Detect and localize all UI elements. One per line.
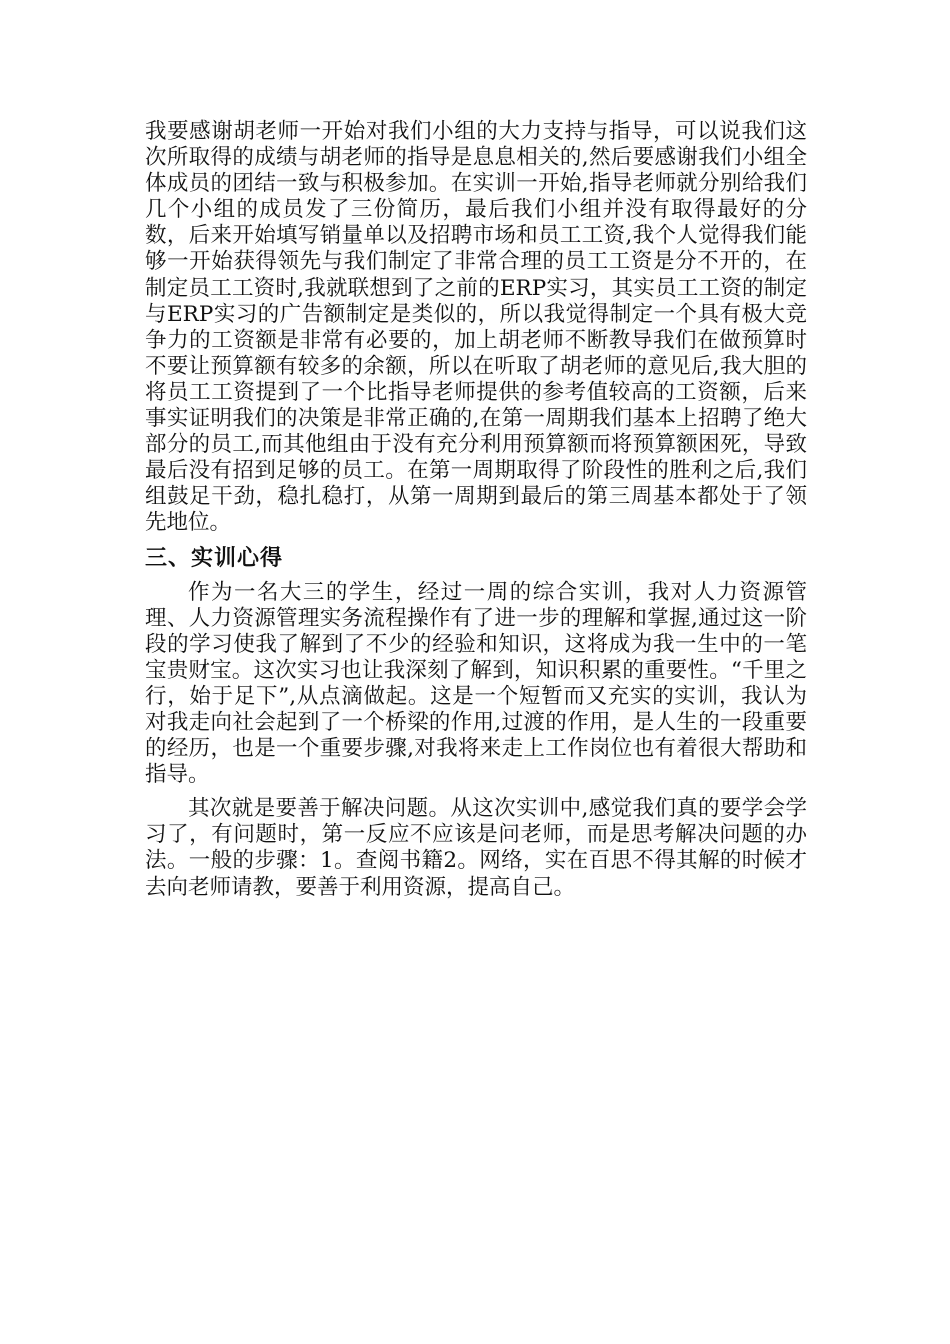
document-body [145, 119, 807, 901]
body-paragraph: 其次就是要善于解决问题。从这次实训中,感觉我们真的要学会学习了，有问题时，第一反应不应该是问老师，而是思考解决问题的办法。一般的步骤：1。查阅书籍2。网络，实在百思不得其解的时候才去向老师请教，要善于利用资源，提高自己。 [145, 796, 807, 900]
section-heading: 三、实训心得 [145, 545, 284, 571]
body-paragraph: 作为一名大三的学生，经过一周的综合实训，我对人力资源管理、人力资源管理实务流程操作有了进一步的理解和掌握,通过这一阶段的学习使我了解到了不少的经验和知识，这将成为我一生中的一笔宝贵财宝。这次实习也让我深刻了解到，知识积累的重要性。“千里之行，始于足下”,从点滴做起。这是一个短暂而又充实的实训，我认为对我走向社会起到了一个桥梁的作用,过渡的作用，是人生的一段重要的经历，也是一个重要步骤,对我将来走上工作岗位也有着很大帮助和指导。 [145, 579, 807, 788]
body-paragraph: 我要感谢胡老师一开始对我们小组的大力支持与指导，可以说我们这次所取得的成绩与胡老师的指导是息息相关的,然后要感谢我们小组全体成员的团结一致与积极参加。在实训一开始,指导老师就分别给我们几个小组的成员发了三份简历，最后我们小组并没有取得最好的分数，后来开始填写销量单以及招聘市场和员工工资,我个人觉得我们能够一开始获得领先与我们制定了非常合理的员工工资是分不开的，在制定员工工资时,我就联想到了之前的ERP实习，其实员工工资的制定与ERP实习的广告额制定是类似的，所以我觉得制定一个具有极大竞争力的工资额是非常有必要的，加上胡老师不断教导我们在做预算时不要让预算额有较多的余额，所以在听取了胡老师的意见后,我大胆的将员工工资提到了一个比指导老师提供的参考值较高的工资额，后来事实证明我们的决策是非常正确的,在第一周期我们基本上招聘了绝大部分的员工,而其他组由于没有充分利用预算额而将预算额困死，导致最后没有招到足够的员工。在第一周期取得了阶段性的胜利之后,我们组鼓足干劲，稳扎稳打，从第一周期到最后的第三周基本都处于了领先地位。 [145, 119, 807, 536]
